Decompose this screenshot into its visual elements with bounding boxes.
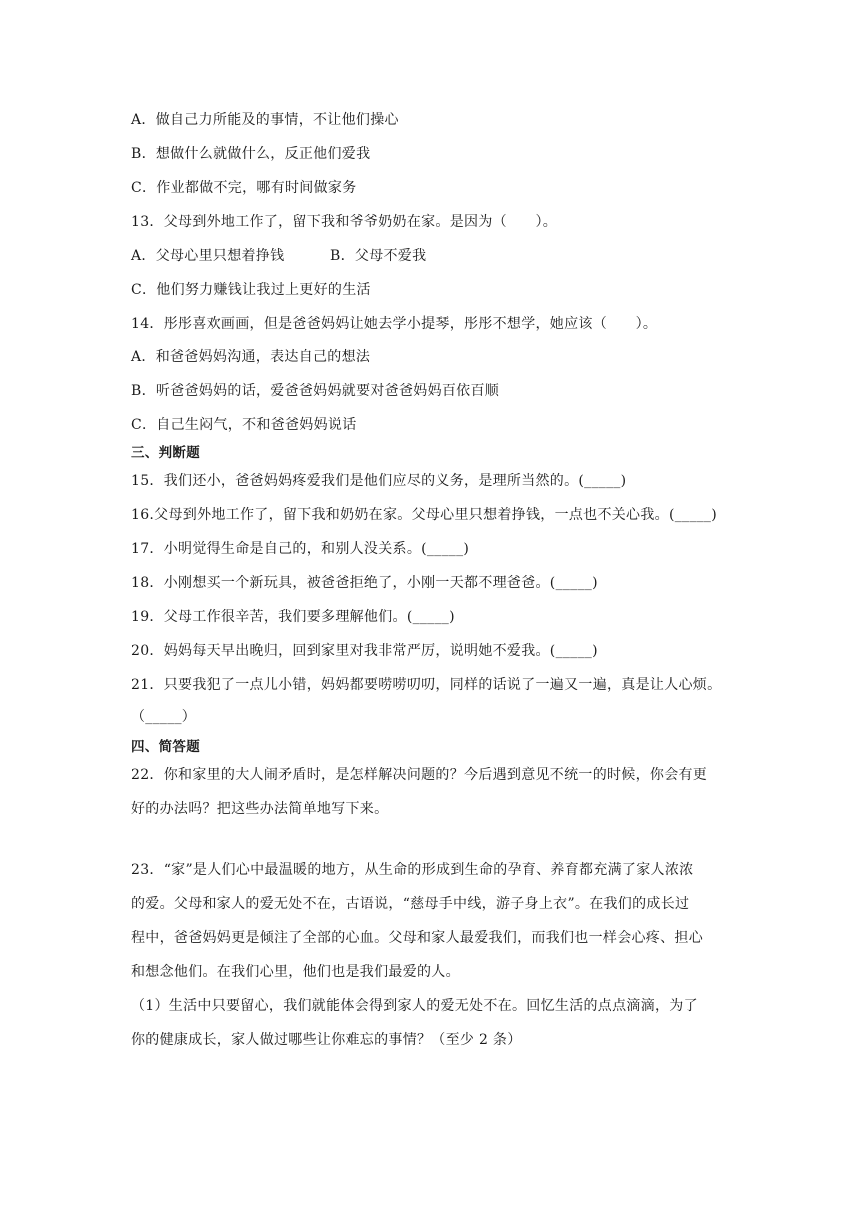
q23-sub1-line-2: 你的健康成长，家人做过哪些让你难忘的事情？（至少 2 条）	[131, 1032, 522, 1048]
q22-line-2: 好的办法吗？把这些办法简单地写下来。	[131, 801, 389, 817]
q12-option-b: B．想做什么就做什么，反正他们爱我	[131, 146, 371, 162]
judgment-item-20: 20．妈妈每天早出晚归，回到家里对我非常严厉，说明她不爱我。(_____)	[131, 643, 598, 659]
q13-stem: 13．父母到外地工作了，留下我和爷爷奶奶在家。是因为（ ）。	[131, 214, 558, 230]
q22-line-1: 22．你和家里的大人闹矛盾时，是怎样解决问题的？今后遇到意见不统一的时候，你会有更	[131, 767, 708, 783]
q14-option-b: B．听爸爸妈妈的话，爱爸爸妈妈就要对爸爸妈妈百依百顺	[131, 383, 500, 399]
q23-sub1-line-1: （1）生活中只要留心，我们就能体会得到家人的爱无处不在。回忆生活的点点滴滴，为了	[131, 998, 698, 1014]
q14-option-c: C．自己生闷气，不和爸爸妈妈说话	[131, 417, 357, 433]
judgment-item-15: 15．我们还小，爸爸妈妈疼爱我们是他们应尽的义务，是理所当然的。(_____)	[131, 473, 627, 489]
judgment-item-17: 17．小明觉得生命是自己的，和别人没关系。(_____)	[131, 541, 470, 557]
judgment-item-16: 16.父母到外地工作了，留下我和奶奶在家。父母心里只想着挣钱，一点也不关心我。(_____)	[131, 507, 717, 523]
q23-line-4: 和想念他们。在我们心里，他们也是我们最爱的人。	[131, 964, 460, 980]
judgment-item-21: 21．只要我犯了一点儿小错，妈妈都要唠唠叨叨，同样的话说了一遍又一遍，真是让人心烦。	[131, 677, 722, 693]
q12-option-a: A．做自己力所能及的事情，不让他们操心	[131, 112, 399, 128]
q12-option-c: C．作业都做不完，哪有时间做家务	[131, 180, 357, 196]
q14-stem: 14．彤彤喜欢画画，但是爸爸妈妈让她去学小提琴，彤彤不想学，她应该（ ）。	[131, 316, 658, 332]
judgment-item-21-blank: （_____）	[131, 709, 197, 725]
section-3-heading: 三、判断题	[131, 445, 200, 461]
section-4-heading: 四、简答题	[131, 739, 200, 755]
q13-options-row	[131, 246, 427, 266]
q23-line-1: 23．“家”是人们心中最温暖的地方，从生命的形成到生命的孕育、养育都充满了家人浓浓	[131, 862, 694, 878]
judgment-item-18: 18．小刚想买一个新玩具，被爸爸拒绝了，小刚一天都不理爸爸。(_____)	[131, 575, 598, 591]
q23-line-3: 程中，爸爸妈妈更是倾注了全部的心血。父母和家人最爱我们，而我们也一样会心疼、担心	[131, 930, 703, 946]
q13-option-b: B．父母不爱我	[330, 248, 427, 264]
q23-line-2: 的爱。父母和家人的爱无处不在，古语说，“慈母手中线，游子身上衣”。在我们的成长过	[131, 896, 690, 912]
q13-option-a: A．父母心里只想着挣钱	[131, 248, 285, 264]
judgment-item-19: 19．父母工作很辛苦，我们要多理解他们。(_____)	[131, 609, 455, 625]
q13-option-c: C．他们努力赚钱让我过上更好的生活	[131, 282, 371, 298]
q14-option-a: A．和爸爸妈妈沟通，表达自己的想法	[131, 349, 371, 365]
